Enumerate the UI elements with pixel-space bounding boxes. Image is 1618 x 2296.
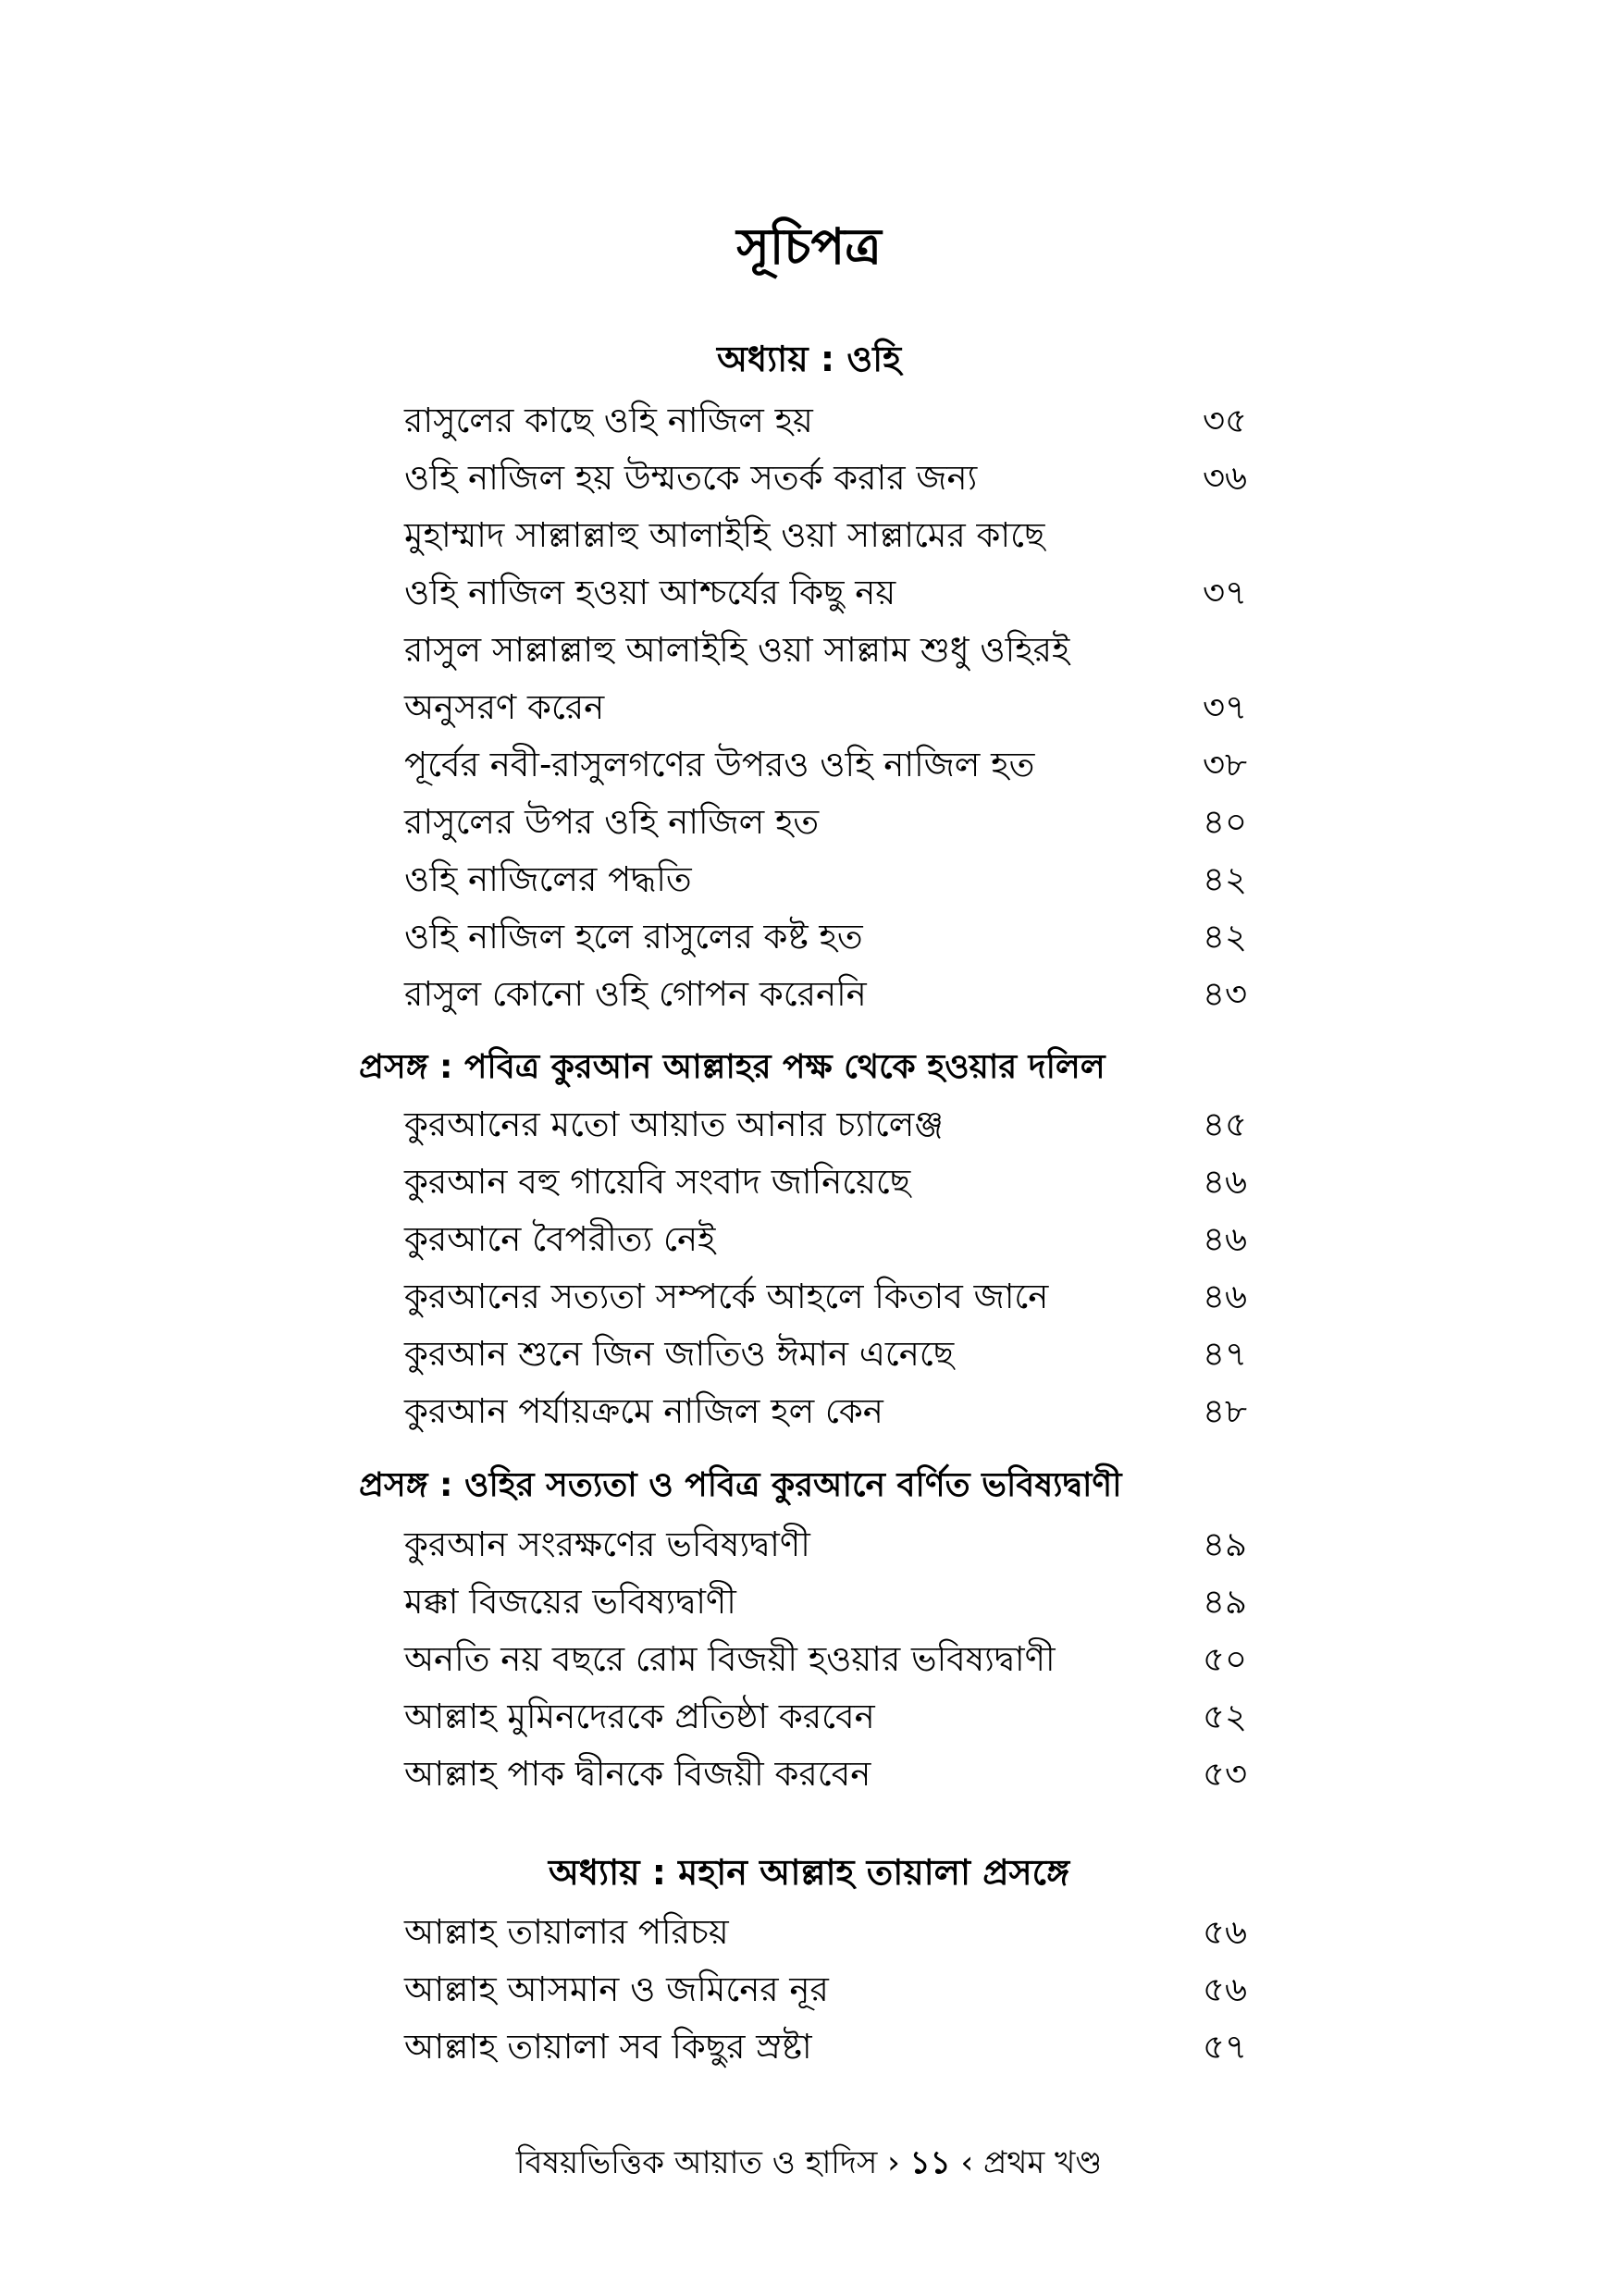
toc-entry[interactable] bbox=[404, 451, 1255, 506]
entry-title: কুরআনের মতো আয়াত আনার চ্যালেঞ্জ bbox=[404, 1105, 944, 1144]
toc-entry[interactable] bbox=[404, 508, 1255, 563]
entry-title: রাসুল সাল্লাল্লাহু আলাইহি ওয়া সাল্লাম শুধু ওহিরই bbox=[404, 630, 1070, 670]
entry-page: ৫৩ bbox=[1203, 1754, 1248, 1794]
entry-page: ৪২ bbox=[1203, 917, 1248, 957]
toc-entry[interactable] bbox=[404, 1212, 1255, 1267]
entry-page: ৫৭ bbox=[1203, 2027, 1248, 2067]
entry-title: আল্লাহ আসমান ও জমিনের নূর bbox=[404, 1969, 829, 2009]
footer-right-marker: ‹ bbox=[960, 2144, 974, 2181]
chapter-heading: অধ্যায় : মহান আল্লাহ তায়ালা প্রসঙ্গে bbox=[548, 1852, 1070, 1893]
entry-title: কুরআনে বৈপরীত্য নেই bbox=[404, 1219, 716, 1259]
entry-title: ওহি নাজিল হওয়া আশ্চর্যের কিছু নয় bbox=[404, 573, 896, 612]
entry-title: কুরআনের সত্যতা সম্পর্কে আহলে কিতাব জানে bbox=[404, 1277, 1049, 1316]
toc-entry[interactable] bbox=[404, 795, 1255, 850]
toc-entry[interactable] bbox=[404, 1632, 1255, 1687]
entry-title: ওহি নাজিল হলে রাসুলের কষ্ট হত bbox=[404, 917, 863, 957]
toc-entry[interactable] bbox=[404, 967, 1255, 1022]
entry-page: ৫০ bbox=[1203, 1639, 1248, 1679]
entry-title: কুরআন সংরক্ষণের ভবিষ্যদ্বাণী bbox=[404, 1524, 810, 1564]
entry-page: ৪৯ bbox=[1203, 1582, 1248, 1622]
entry-page: ৪৬ bbox=[1203, 1219, 1248, 1259]
toc-entry[interactable] bbox=[404, 737, 1255, 793]
entry-title: রাসুলের উপর ওহি নাজিল হত bbox=[404, 802, 820, 842]
entry-title: কুরআন বহু গায়েবি সংবাদ জানিয়েছে bbox=[404, 1162, 911, 1202]
entry-title: ওহি নাজিল হয় উম্মতকে সতর্ক করার জন্য bbox=[404, 458, 978, 498]
entry-title: ওহি নাজিলের পদ্ধতি bbox=[404, 859, 692, 899]
entry-page: ৫৬ bbox=[1203, 1969, 1248, 2009]
entry-title: কুরআন শুনে জিন জাতিও ঈমান এনেছে bbox=[404, 1334, 955, 1374]
toc-entry[interactable] bbox=[404, 1747, 1255, 1802]
entry-page: ৩৭ bbox=[1203, 573, 1248, 612]
toc-entry[interactable] bbox=[404, 1384, 1255, 1439]
entry-title: মক্কা বিজয়ের ভবিষ্যদ্বাণী bbox=[404, 1582, 736, 1622]
entry-page: ৩৮ bbox=[1203, 745, 1248, 784]
toc-entry[interactable] bbox=[404, 909, 1255, 965]
entry-page: ৩৫ bbox=[1203, 401, 1248, 440]
entry-page: ৫৬ bbox=[1203, 1912, 1248, 1952]
entry-page: ৪০ bbox=[1203, 802, 1248, 842]
entry-title: আল্লাহ তায়ালা সব কিছুর স্রষ্টা bbox=[404, 2027, 812, 2067]
footer-volume: প্রথম খণ্ড bbox=[982, 2144, 1103, 2181]
entry-title: রাসুলের কাছে ওহি নাজিল হয় bbox=[404, 401, 813, 440]
toc-entry[interactable] bbox=[404, 1097, 1255, 1153]
entry-page: ৪৯ bbox=[1203, 1524, 1248, 1564]
page-footer bbox=[0, 2137, 1618, 2189]
entry-page: ৪৩ bbox=[1203, 974, 1248, 1014]
entry-page: ৩৭ bbox=[1203, 687, 1248, 727]
footer-book-title: বিষয়ভিত্তিক আয়াত ও হাদিস bbox=[515, 2144, 878, 2181]
toc-entry[interactable] bbox=[404, 1689, 1255, 1745]
toc-entry[interactable] bbox=[404, 2019, 1255, 2075]
entry-page: ৪৬ bbox=[1203, 1277, 1248, 1316]
entry-page: ৪৫ bbox=[1203, 1105, 1248, 1144]
toc-entry[interactable] bbox=[404, 680, 1255, 735]
toc-entry[interactable] bbox=[404, 1962, 1255, 2018]
page-title: সূচিপত্র bbox=[736, 217, 882, 276]
entry-title: আল্লাহ মুমিনদেরকে প্রতিষ্ঠা করবেন bbox=[404, 1697, 875, 1736]
toc-entry[interactable] bbox=[404, 1269, 1255, 1325]
toc-entry[interactable] bbox=[404, 1905, 1255, 1960]
entry-page: ৪২ bbox=[1203, 859, 1248, 899]
chapter-heading: অধ্যায় : ওহি bbox=[716, 339, 902, 379]
entry-title: অনতি নয় বছরে রোম বিজয়ী হওয়ার ভবিষ্যদ্বাণী bbox=[404, 1639, 1056, 1679]
context-heading: প্রসঙ্গ : পবিত্র কুরআন আল্লাহর পক্ষ থেকে হওয়ার দলিল bbox=[359, 1048, 1105, 1086]
toc-entry[interactable] bbox=[404, 1517, 1255, 1573]
footer-left-marker: › bbox=[887, 2144, 900, 2181]
entry-page: ৪৮ bbox=[1203, 1391, 1248, 1431]
context-heading: প্রসঙ্গ : ওহির সত্যতা ও পবিত্র কুরআনে বর্ণিত ভবিষ্যদ্বাণী bbox=[359, 1466, 1122, 1504]
toc-entry[interactable] bbox=[404, 852, 1255, 907]
entry-title: কুরআন পর্যায়ক্রমে নাজিল হল কেন bbox=[404, 1391, 883, 1431]
toc-entry[interactable] bbox=[404, 623, 1255, 678]
entry-title: পূর্বের নবী-রাসুলগণের উপরও ওহি নাজিল হত bbox=[404, 745, 1035, 784]
entry-title: মুহাম্মাদ সাল্লাল্লাহু আলাইহি ওয়া সাল্লামের কাছে bbox=[404, 515, 1045, 555]
entry-page: ৪৬ bbox=[1203, 1162, 1248, 1202]
footer-page-number: ১১ bbox=[909, 2144, 951, 2181]
entry-title: আল্লাহ তায়ালার পরিচয় bbox=[404, 1912, 729, 1952]
toc-entry[interactable] bbox=[404, 1574, 1255, 1630]
entry-title: অনুসরণ করেন bbox=[404, 687, 605, 727]
entry-title: আল্লাহ পাক দ্বীনকে বিজয়ী করবেন bbox=[404, 1754, 871, 1794]
toc-entry[interactable] bbox=[404, 1154, 1255, 1210]
toc-entry[interactable] bbox=[404, 393, 1255, 449]
entry-page: ৩৬ bbox=[1203, 458, 1248, 498]
entry-page: ৪৭ bbox=[1203, 1334, 1248, 1374]
toc-entry[interactable] bbox=[404, 565, 1255, 621]
entry-title: রাসুল কোনো ওহি গোপন করেননি bbox=[404, 974, 867, 1014]
entry-page: ৫২ bbox=[1203, 1697, 1248, 1736]
toc-entry[interactable] bbox=[404, 1327, 1255, 1382]
